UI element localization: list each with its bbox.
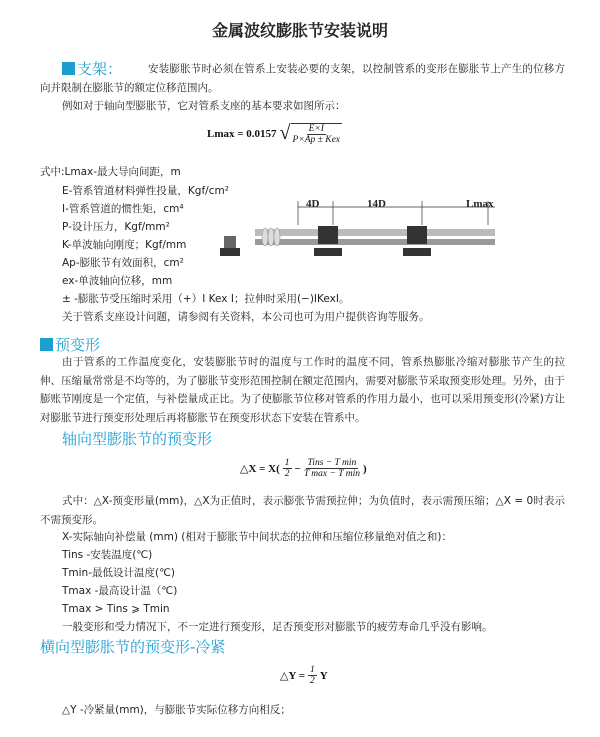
delta-x-formula [240, 458, 367, 479]
formula-numerator: 1 [310, 665, 315, 675]
support-diagram [215, 193, 495, 265]
formula-numerator: E×I [308, 123, 324, 134]
predeform-where: 式中：△X-预变形量(mm)，△X为正值时，表示膨张节需预拉伸；为负值时，表示需预压缩；△X = 0时表示不需预变形。 [40, 495, 565, 526]
formula-denominator: T max − T min [303, 469, 361, 479]
formula-lhs: △X = X( [240, 463, 280, 475]
lateral-heading: 横向型膨胀节的预变形-冷紧 [40, 638, 226, 656]
diagram-label-lmax: Lmax [466, 198, 494, 210]
var-line: E-管系管道材料弹性投量，Kgf/cm² [62, 185, 229, 197]
minus-sign: − [294, 462, 301, 475]
delta-y-description: △Y -冷紧量(mm)，与膨胀节实际位移方向相反； [62, 704, 291, 716]
half-numerator: 1 [284, 458, 290, 468]
formula-lhs: Lmax = 0.0157 [207, 127, 277, 140]
diagram-label-14d: 14D [367, 198, 386, 210]
page-title: 金属波纹膨胀节安装说明 [211, 21, 388, 40]
axial-heading: 轴向型膨胀节的预变形 [62, 430, 213, 448]
predeform-heading-row [40, 334, 100, 355]
var-line: P-设计压力，Kgf/mm² [62, 221, 170, 233]
var-line: Tmax -最高设计温（℃) [62, 585, 178, 597]
var-line: I-管系管道的惯性矩，cm⁴ [62, 203, 184, 215]
predeform-vars [62, 528, 493, 636]
predeform-paragraph: 由于管系的工作温度变化，安装膨胀节时的温度与工作时的温度不同，管系热膨胀冷缩对膨胀节产生的拉伸、压缩量常常是不均等的，为了膨胀节变形范围控制在额定范围内，需要对膨胀节采取预变形处理。另外，由于膨账节刚度是一个定值，与补偿量成正比。为了使膨胀节位移对管系的作用力最小，也可以采用预变形(冷紧)方让对膨胀节进行预变形处理后再将膨胀节在预变形状态下安装在管系中。 [40, 356, 565, 424]
support-where: 式中:Lmax-最大导向间距，m [40, 166, 181, 178]
var-line: ± -膨胀节受压缩时采用（+）I Kex I；拉伸时采用(−)IKexI。 [62, 293, 350, 305]
formula-numerator: Tins − T min [307, 458, 357, 468]
var-line: X-实际轴向补偿量 (mm) (相对于膨胀节中间状态的拉伸和压缩位移量绝对值之和)： [62, 531, 452, 543]
support-intro: 安装膨胀节时必须在管系上安装必要的支架，以控制管系的变形在膨胀节上产生的位移方向并限制在膨胀节的额定位移范围内。 [40, 63, 565, 94]
half-denominator: 2 [284, 469, 290, 479]
var-line: 一般变形和受力情况下，不一定进行预变形，足否预变形对膨胀节的疲劳寿命几乎没有影响。 [62, 621, 493, 633]
var-line: Tmax > Tins ⩾ Tmin [62, 603, 170, 615]
lmax-formula: Lmax = 0.0157 √ $\frac{E\times I}{\text{P×Ap ± Kex}}$ [207, 122, 341, 145]
support-example: 例如对于轴向型膨胀节，它对管系支座的基本要求如图所示： [62, 100, 346, 112]
close-paren: ) [363, 462, 367, 475]
var-line: Tmin-最低设计温度(℃) [62, 567, 175, 579]
var-line: ex-单波轴向位移，mm [62, 275, 173, 287]
formula-denominator: P×Ap ± Kex [292, 134, 341, 145]
predeform-heading: 预变形 [55, 336, 101, 354]
var-line: Tins -安装温度(℃) [62, 549, 153, 561]
delta-y-formula [280, 665, 328, 686]
support-heading: 支架： [77, 60, 123, 78]
var-line: K-单波轴向刚度；Kgf/mm [62, 239, 187, 251]
var-line: Ap-膨胀节有效面积，cm² [62, 257, 184, 269]
formula-rhs: Y [319, 669, 328, 682]
square-bullet-icon [40, 338, 53, 351]
diagram-label-4d: 4D [306, 198, 320, 210]
var-line: 关于管系支座设计问题，请参阅有关资料，本公司也可为用户提供咨询等服务。 [62, 311, 430, 323]
formula-denominator: 2 [310, 676, 315, 686]
formula-lhs: △Y = [280, 670, 306, 682]
